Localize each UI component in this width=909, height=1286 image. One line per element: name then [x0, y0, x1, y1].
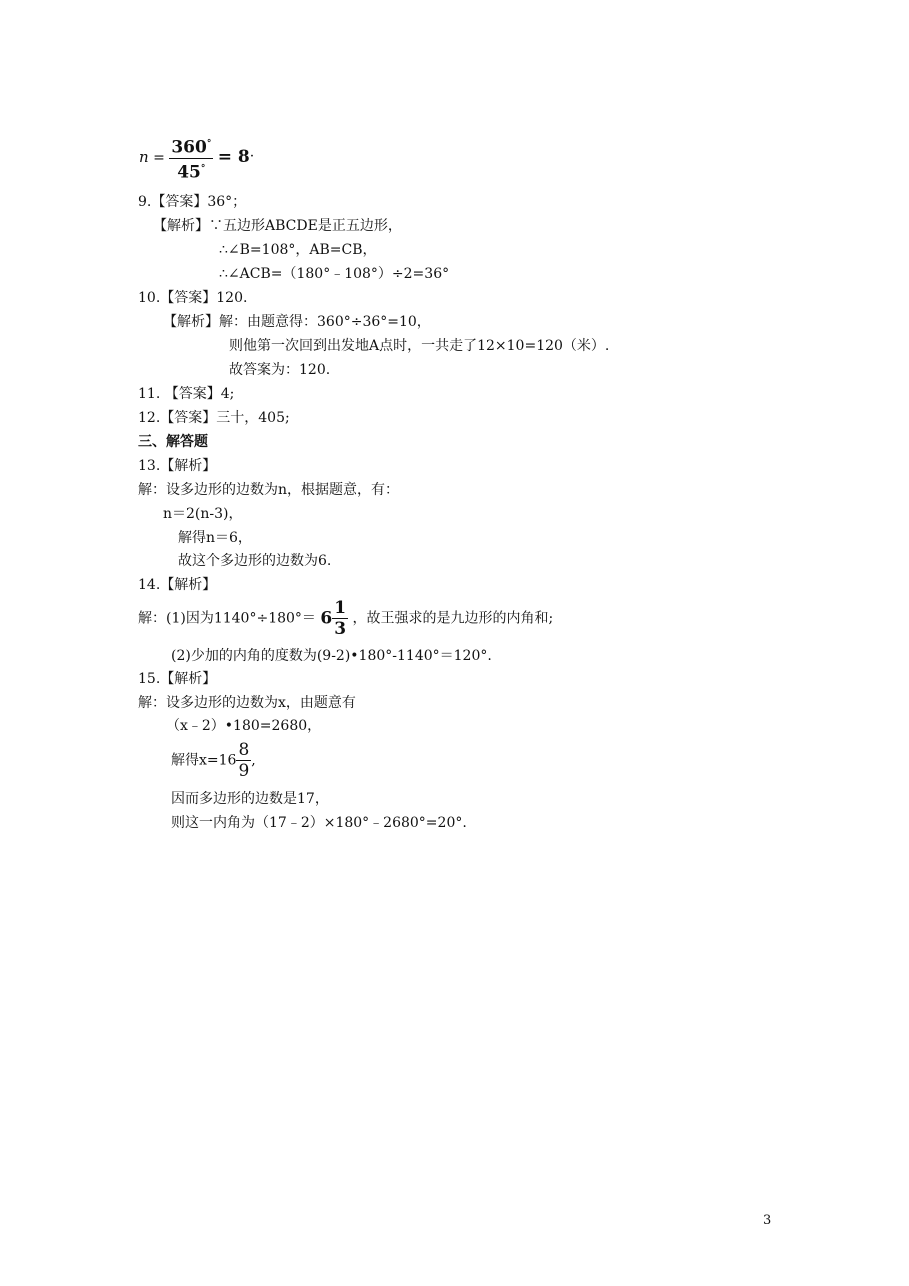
q15-line-3 [171, 740, 256, 784]
q9-analysis-line-3: ∴∠ACB=（180°﹣108°）÷2=36° [219, 266, 450, 282]
q15-label: 15.【解析】 [138, 671, 217, 687]
degree-mark: ° [206, 139, 212, 149]
q14-fraction-denominator: 3 [334, 619, 347, 639]
q13-line-4: 故这个多边形的边数为6. [178, 553, 332, 569]
q13-line-3: 解得n＝6， [178, 530, 252, 546]
q15-line-3-text-a: 解得x=16 [171, 752, 237, 769]
q14-line-1-text-a: 解：(1)因为1140°÷180°＝ [138, 610, 316, 627]
q14-line-1-text-b: ，故王强求的是九边形的内角和; [352, 610, 554, 627]
formula-n-eq: = [153, 150, 165, 167]
q14-fraction-numerator: 1 [334, 598, 347, 618]
q9-analysis-text-1: ∵五边形ABCDE是正五边形， [209, 218, 402, 234]
q15-line-1: 解：设多边形的边数为x，由题意有 [138, 695, 356, 711]
q9-answer: 9.【答案】36°； [138, 194, 247, 210]
formula-n-fraction [169, 134, 213, 182]
formula-n-numerator: 360 [171, 137, 207, 158]
formula-n-tail: . [249, 144, 255, 161]
q14-mixed-fraction [332, 598, 348, 639]
page-number: 3 [763, 1213, 772, 1228]
q14-label: 14.【解析】 [138, 577, 217, 593]
q10-answer: 10.【答案】120. [138, 290, 248, 306]
q12-answer: 12.【答案】三十，405; [138, 410, 290, 426]
q14-line-2: (2)少加的内角的度数为(9-2)•180°-1140°＝120°. [171, 648, 492, 664]
q15-line-3-text-b: , [251, 752, 256, 769]
q14-mixed-whole: 6 [320, 608, 333, 629]
q9-analysis-line-2: ∴∠B=108°，AB=CB， [219, 242, 377, 258]
q10-analysis-line-2: 则他第一次回到出发地A点时，一共走了12×10=120（米）. [229, 338, 610, 354]
q10-analysis-text-1: 解：由题意得：360°÷36°=10， [219, 314, 431, 330]
q15-fraction-denominator: 9 [238, 761, 250, 781]
q15-line-4: 因而多边形的边数是17， [171, 791, 329, 807]
q13-label: 13.【解析】 [138, 458, 217, 474]
q15-mixed-fraction [236, 740, 251, 781]
q15-line-2: （x﹣2）•180=2680， [166, 718, 322, 734]
q13-line-2: n＝2(n-3)， [163, 506, 243, 522]
formula-n-lhs: n [139, 148, 149, 167]
q10-analysis-line-3: 故答案为：120. [229, 362, 331, 378]
q15-line-5: 则这一内角为（17﹣2）×180°﹣2680°=20°. [171, 815, 467, 831]
q10-analysis-line-1 [163, 312, 431, 332]
formula-n-rhs: = 8 [217, 147, 250, 168]
q11-answer: 11. 【答案】4; [138, 386, 235, 402]
q9-analysis-line-1 [153, 216, 402, 236]
q14-line-1 [138, 598, 553, 642]
formula-n [139, 134, 255, 183]
q9-analysis-label: 【解析】 [153, 218, 209, 234]
q10-analysis-label: 【解析】 [163, 314, 219, 330]
section-heading: 三、解答题 [138, 434, 208, 450]
formula-n-denominator: 45 [177, 162, 201, 183]
degree-mark: ° [200, 163, 206, 174]
q13-line-1: 解：设多边形的边数为n，根据题意，有： [138, 482, 400, 498]
q15-fraction-numerator: 8 [238, 740, 250, 760]
